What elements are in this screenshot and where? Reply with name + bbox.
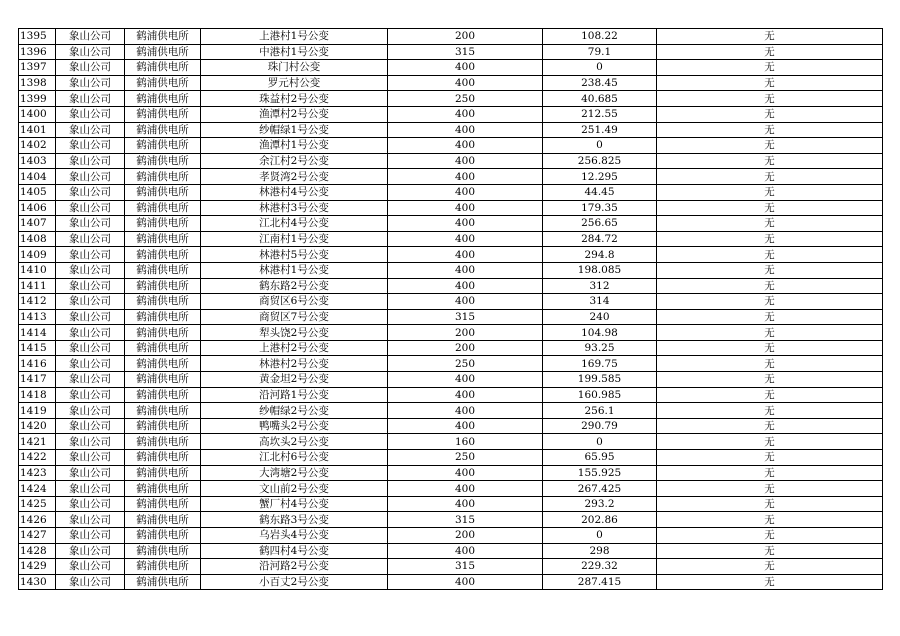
table-cell: 鹤浦供电所 [125,138,201,154]
table-cell: 无 [657,372,883,388]
table-cell: 象山公司 [56,543,125,559]
table-row [19,231,883,247]
table-cell: 无 [657,309,883,325]
table-cell: 287.415 [543,574,657,590]
table-cell: 无 [657,543,883,559]
table-cell: 0 [543,138,657,154]
table-cell: 93.25 [543,340,657,356]
table-cell: 鹤浦供电所 [125,434,201,450]
table-cell: 0 [543,528,657,544]
table-cell: 象山公司 [56,138,125,154]
table-cell: 267.425 [543,481,657,497]
table-cell: 象山公司 [56,231,125,247]
table-cell: 198.085 [543,262,657,278]
table-cell: 400 [388,496,543,512]
table-cell: 65.95 [543,450,657,466]
table-cell: 鹤浦供电所 [125,60,201,76]
table-cell: 1411 [19,278,56,294]
table-cell: 象山公司 [56,434,125,450]
table-cell: 1406 [19,200,56,216]
table-cell: 象山公司 [56,481,125,497]
table-cell: 鹤东路3号公变 [201,512,388,528]
table-cell: 无 [657,387,883,403]
table-cell: 鹤浦供电所 [125,496,201,512]
table-cell: 无 [657,106,883,122]
table-cell: 象山公司 [56,247,125,263]
table-cell: 黄金坦2号公变 [201,372,388,388]
table-row [19,309,883,325]
table-cell: 珠益村2号公变 [201,91,388,107]
table-cell: 199.585 [543,372,657,388]
table-cell: 1421 [19,434,56,450]
table-cell: 乌岩头4号公变 [201,528,388,544]
table-cell: 鹤浦供电所 [125,122,201,138]
table-cell: 400 [388,60,543,76]
table-cell: 1402 [19,138,56,154]
table-cell: 0 [543,60,657,76]
table-cell: 400 [388,247,543,263]
table-cell: 无 [657,200,883,216]
table-cell: 169.75 [543,356,657,372]
table-cell: 1415 [19,340,56,356]
table-cell: 小百丈2号公变 [201,574,388,590]
table-cell: 象山公司 [56,122,125,138]
table-cell: 无 [657,29,883,45]
table-row [19,91,883,107]
table-row [19,262,883,278]
table-cell: 无 [657,356,883,372]
table-cell: 1413 [19,309,56,325]
table-cell: 林港村5号公变 [201,247,388,263]
table-cell: 179.35 [543,200,657,216]
table-cell: 象山公司 [56,169,125,185]
table-cell: 1419 [19,403,56,419]
table-row [19,356,883,372]
table-cell: 256.65 [543,216,657,232]
table-cell: 上港村1号公变 [201,29,388,45]
table-cell: 284.72 [543,231,657,247]
table-row [19,247,883,263]
table-cell: 无 [657,403,883,419]
table-cell: 无 [657,496,883,512]
table-row [19,372,883,388]
table-row [19,200,883,216]
table-cell: 商贸区7号公变 [201,309,388,325]
table-cell: 象山公司 [56,278,125,294]
table-cell: 鹤浦供电所 [125,559,201,575]
table-cell: 象山公司 [56,340,125,356]
table-cell: 256.825 [543,153,657,169]
table-cell: 238.45 [543,75,657,91]
table-cell: 256.1 [543,403,657,419]
table-row [19,169,883,185]
table-row [19,512,883,528]
table-cell: 鹤浦供电所 [125,403,201,419]
table-cell: 鹤东路2号公变 [201,278,388,294]
table-cell: 无 [657,512,883,528]
table-cell: 无 [657,247,883,263]
table-cell: 1422 [19,450,56,466]
table-cell: 无 [657,481,883,497]
table-cell: 200 [388,325,543,341]
table-cell: 400 [388,574,543,590]
table-cell: 鹤浦供电所 [125,340,201,356]
table-cell: 犁头饶2号公变 [201,325,388,341]
table-cell: 1425 [19,496,56,512]
table-row [19,122,883,138]
table-row [19,496,883,512]
table-row [19,559,883,575]
table-cell: 400 [388,262,543,278]
table-cell: 无 [657,340,883,356]
table-cell: 1416 [19,356,56,372]
table-cell: 鹤浦供电所 [125,75,201,91]
table-cell: 纱帽绿2号公变 [201,403,388,419]
table-row [19,60,883,76]
table-cell: 无 [657,231,883,247]
table-cell: 1429 [19,559,56,575]
table-cell: 294.8 [543,247,657,263]
table-row [19,465,883,481]
table-cell: 江北村4号公变 [201,216,388,232]
table-cell: 鹤浦供电所 [125,247,201,263]
table-cell: 象山公司 [56,262,125,278]
table-cell: 象山公司 [56,309,125,325]
table-row [19,184,883,200]
table-cell: 象山公司 [56,559,125,575]
table-cell: 无 [657,325,883,341]
table-cell: 无 [657,122,883,138]
table-cell: 象山公司 [56,153,125,169]
table-cell: 象山公司 [56,356,125,372]
table-cell: 1426 [19,512,56,528]
table-cell: 1400 [19,106,56,122]
table-cell: 1403 [19,153,56,169]
table-cell: 1410 [19,262,56,278]
table-cell: 商贸区6号公变 [201,294,388,310]
table-cell: 400 [388,106,543,122]
table-cell: 400 [388,231,543,247]
table-cell: 渔潭村1号公变 [201,138,388,154]
table-cell: 鸭嘴头2号公变 [201,418,388,434]
table-row [19,106,883,122]
table-cell: 40.685 [543,91,657,107]
table-cell: 400 [388,372,543,388]
table-cell: 象山公司 [56,372,125,388]
table-cell: 鹤浦供电所 [125,450,201,466]
table-cell: 无 [657,216,883,232]
table-cell: 鹤浦供电所 [125,231,201,247]
table-cell: 44.45 [543,184,657,200]
table-cell: 290.79 [543,418,657,434]
table-cell: 鹤浦供电所 [125,528,201,544]
table-cell: 沿河路1号公变 [201,387,388,403]
table-cell: 无 [657,294,883,310]
table-cell: 250 [388,91,543,107]
table-cell: 林港村3号公变 [201,200,388,216]
table-cell: 江南村1号公变 [201,231,388,247]
table-cell: 1428 [19,543,56,559]
table-cell: 160.985 [543,387,657,403]
table-cell: 象山公司 [56,216,125,232]
table-cell: 鹤浦供电所 [125,325,201,341]
table-cell: 无 [657,418,883,434]
table-cell: 大湾塘2号公变 [201,465,388,481]
table-cell: 400 [388,200,543,216]
table-cell: 象山公司 [56,403,125,419]
table-cell: 400 [388,75,543,91]
table-cell: 林港村4号公变 [201,184,388,200]
table-cell: 鹤浦供电所 [125,481,201,497]
table-cell: 鹤浦供电所 [125,153,201,169]
table-cell: 250 [388,356,543,372]
table-cell: 高坎头2号公变 [201,434,388,450]
table-cell: 象山公司 [56,44,125,60]
table-cell: 孝贤湾2号公变 [201,169,388,185]
table-row [19,340,883,356]
table-cell: 象山公司 [56,325,125,341]
table-cell: 293.2 [543,496,657,512]
table-cell: 160 [388,434,543,450]
table-cell: 上港村2号公变 [201,340,388,356]
table-cell: 1424 [19,481,56,497]
table-cell: 象山公司 [56,512,125,528]
table-cell: 无 [657,262,883,278]
table-cell: 鹤浦供电所 [125,106,201,122]
table-cell: 无 [657,574,883,590]
table-cell: 余江村2号公变 [201,153,388,169]
table-cell: 1398 [19,75,56,91]
table-cell: 鹤四村4号公变 [201,543,388,559]
table-cell: 315 [388,559,543,575]
table-cell: 鹤浦供电所 [125,200,201,216]
table-row [19,528,883,544]
table-row [19,403,883,419]
table-cell: 林港村1号公变 [201,262,388,278]
table-cell: 1423 [19,465,56,481]
table-cell: 鹤浦供电所 [125,184,201,200]
table-cell: 0 [543,434,657,450]
table-cell: 纱帽绿1号公变 [201,122,388,138]
table-cell: 沿河路2号公变 [201,559,388,575]
table-cell: 400 [388,418,543,434]
table-cell: 鹤浦供电所 [125,465,201,481]
table-cell: 鹤浦供电所 [125,262,201,278]
table-cell: 202.86 [543,512,657,528]
table-cell: 200 [388,29,543,45]
table-cell: 1401 [19,122,56,138]
table-row [19,450,883,466]
table-row [19,44,883,60]
table-cell: 240 [543,309,657,325]
table-cell: 251.49 [543,122,657,138]
table-cell: 无 [657,138,883,154]
table-cell: 无 [657,169,883,185]
table-cell: 无 [657,450,883,466]
table-cell: 象山公司 [56,418,125,434]
table-cell: 155.925 [543,465,657,481]
table-cell: 鹤浦供电所 [125,309,201,325]
table-row [19,481,883,497]
table-cell: 1396 [19,44,56,60]
table-cell: 鹤浦供电所 [125,356,201,372]
table-cell: 1418 [19,387,56,403]
table-row [19,434,883,450]
table-cell: 鹤浦供电所 [125,44,201,60]
table-cell: 212.55 [543,106,657,122]
table-cell: 1427 [19,528,56,544]
table-cell: 250 [388,450,543,466]
table-cell: 315 [388,512,543,528]
table-cell: 鹤浦供电所 [125,278,201,294]
table-cell: 林港村2号公变 [201,356,388,372]
table-cell: 1414 [19,325,56,341]
table-cell: 无 [657,44,883,60]
table-cell: 108.22 [543,29,657,45]
table-row [19,138,883,154]
table-cell: 400 [388,294,543,310]
table-cell: 象山公司 [56,450,125,466]
table-cell: 200 [388,340,543,356]
table-cell: 400 [388,216,543,232]
table-cell: 1430 [19,574,56,590]
table-cell: 200 [388,528,543,544]
table-cell: 鹤浦供电所 [125,512,201,528]
table-cell: 400 [388,153,543,169]
table-cell: 象山公司 [56,294,125,310]
table-cell: 象山公司 [56,574,125,590]
table-cell: 400 [388,481,543,497]
table-cell: 12.295 [543,169,657,185]
table-row [19,294,883,310]
table-row [19,574,883,590]
table-cell: 1405 [19,184,56,200]
table-cell: 象山公司 [56,496,125,512]
table-cell: 79.1 [543,44,657,60]
table-cell: 314 [543,294,657,310]
table-cell: 104.98 [543,325,657,341]
table-cell: 400 [388,403,543,419]
table-cell: 400 [388,465,543,481]
table-cell: 312 [543,278,657,294]
table-cell: 象山公司 [56,75,125,91]
table-cell: 象山公司 [56,528,125,544]
table-cell: 无 [657,434,883,450]
table-cell: 珠门村公变 [201,60,388,76]
table-cell: 315 [388,309,543,325]
table-cell: 鹤浦供电所 [125,91,201,107]
table-cell: 1407 [19,216,56,232]
table-row [19,278,883,294]
table-cell: 400 [388,184,543,200]
table-cell: 象山公司 [56,387,125,403]
table-row [19,325,883,341]
table-row [19,216,883,232]
table-cell: 无 [657,184,883,200]
table-cell: 无 [657,60,883,76]
table-cell: 298 [543,543,657,559]
table-cell: 1399 [19,91,56,107]
table-cell: 400 [388,138,543,154]
table-cell: 1404 [19,169,56,185]
table-cell: 1417 [19,372,56,388]
table-cell: 1408 [19,231,56,247]
table-cell: 400 [388,387,543,403]
table-cell: 1395 [19,29,56,45]
table-row [19,543,883,559]
table-row [19,75,883,91]
table-cell: 象山公司 [56,200,125,216]
table-cell: 鹤浦供电所 [125,574,201,590]
table-row [19,29,883,45]
table-body [19,29,883,590]
table-cell: 鹤浦供电所 [125,294,201,310]
table-cell: 400 [388,122,543,138]
table-cell: 文山前2号公变 [201,481,388,497]
table-row [19,418,883,434]
table-cell: 229.32 [543,559,657,575]
table-row [19,153,883,169]
table-cell: 无 [657,465,883,481]
table-cell: 无 [657,528,883,544]
table-cell: 315 [388,44,543,60]
table-cell: 鹤浦供电所 [125,387,201,403]
table-cell: 象山公司 [56,29,125,45]
table-cell: 鹤浦供电所 [125,418,201,434]
table-cell: 无 [657,91,883,107]
table-cell: 无 [657,278,883,294]
table-cell: 象山公司 [56,106,125,122]
table-cell: 象山公司 [56,60,125,76]
table-cell: 鹤浦供电所 [125,216,201,232]
table-cell: 鹤浦供电所 [125,543,201,559]
table-cell: 400 [388,169,543,185]
table-cell: 无 [657,75,883,91]
table-cell: 1397 [19,60,56,76]
table-row [19,387,883,403]
table-cell: 象山公司 [56,184,125,200]
table-cell: 江北村6号公变 [201,450,388,466]
table-cell: 蟹厂村4号公变 [201,496,388,512]
table-cell: 400 [388,278,543,294]
table-cell: 罗元村公变 [201,75,388,91]
table-cell: 鹤浦供电所 [125,372,201,388]
table-cell: 400 [388,543,543,559]
table-cell: 1412 [19,294,56,310]
table-cell: 无 [657,559,883,575]
table-cell: 中港村1号公变 [201,44,388,60]
table-cell: 渔潭村2号公变 [201,106,388,122]
table-cell: 象山公司 [56,91,125,107]
table-cell: 鹤浦供电所 [125,169,201,185]
table-cell: 1420 [19,418,56,434]
table-cell: 无 [657,153,883,169]
table-cell: 鹤浦供电所 [125,29,201,45]
table-cell: 象山公司 [56,465,125,481]
data-table [18,28,883,590]
table-cell: 1409 [19,247,56,263]
